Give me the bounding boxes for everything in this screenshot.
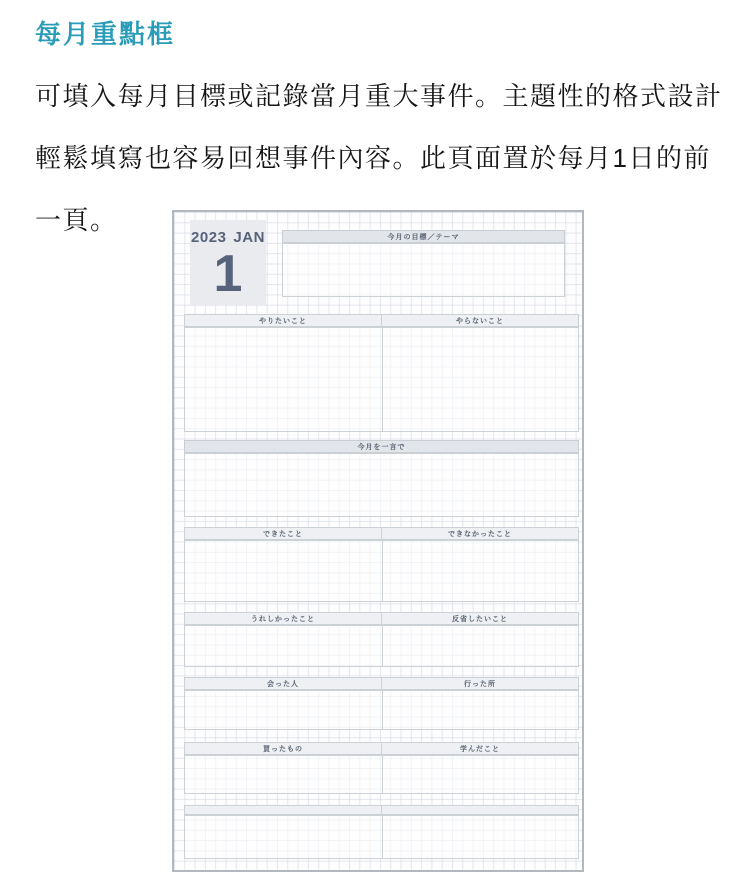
planner-page-image: [172, 210, 584, 872]
section-header-left: できたこと: [184, 527, 381, 540]
goal-theme-box: [282, 243, 565, 297]
paragraph-line: 可填入每月目標或記錄當月重大事件。主題性的格式設計: [35, 81, 723, 111]
section-header-left: うれしかったこと: [184, 612, 381, 625]
one-word-box: [184, 453, 579, 517]
section-header-right: やらないこと: [381, 314, 579, 327]
calendar-year: 2023: [191, 229, 227, 246]
section-header-row: [184, 314, 579, 327]
calendar-year-month: [190, 229, 266, 246]
section-header-right: できなかったこと: [381, 527, 579, 540]
section-header-row: [184, 742, 579, 755]
paragraph-line: 一頁。: [35, 205, 118, 235]
calendar-month: JAN: [233, 229, 265, 246]
section-header-left: [184, 805, 381, 815]
section-box: [184, 625, 579, 667]
section-box: [184, 755, 579, 794]
section-header-right: [381, 805, 579, 815]
paragraph-line: 輕鬆填寫也容易回想事件內容。此頁面置於每月1日的前: [35, 143, 711, 173]
section-header-right: 学んだこと: [381, 742, 579, 755]
section-header-row: [184, 677, 579, 690]
goal-theme-header: 今月の目標／テーマ: [282, 230, 565, 243]
calendar-day: 1: [213, 245, 243, 303]
section-box: [184, 327, 579, 432]
section-header-left: 会った人: [184, 677, 381, 690]
calendar-block: [190, 220, 266, 305]
section-header-row: [184, 527, 579, 540]
section-box: [184, 815, 579, 859]
section-header-left: 買ったもの: [184, 742, 381, 755]
section-header-right: 行った所: [381, 677, 579, 690]
section-header-row: [184, 612, 579, 625]
section-box: [184, 690, 579, 730]
section-header-row: [184, 805, 579, 815]
section-header-left: やりたいこと: [184, 314, 381, 327]
section-header-right: 反省したいこと: [381, 612, 579, 625]
page-title: 每月重點框: [35, 19, 176, 49]
section-box: [184, 540, 579, 602]
one-word-header: 今月を一言で: [184, 440, 579, 453]
